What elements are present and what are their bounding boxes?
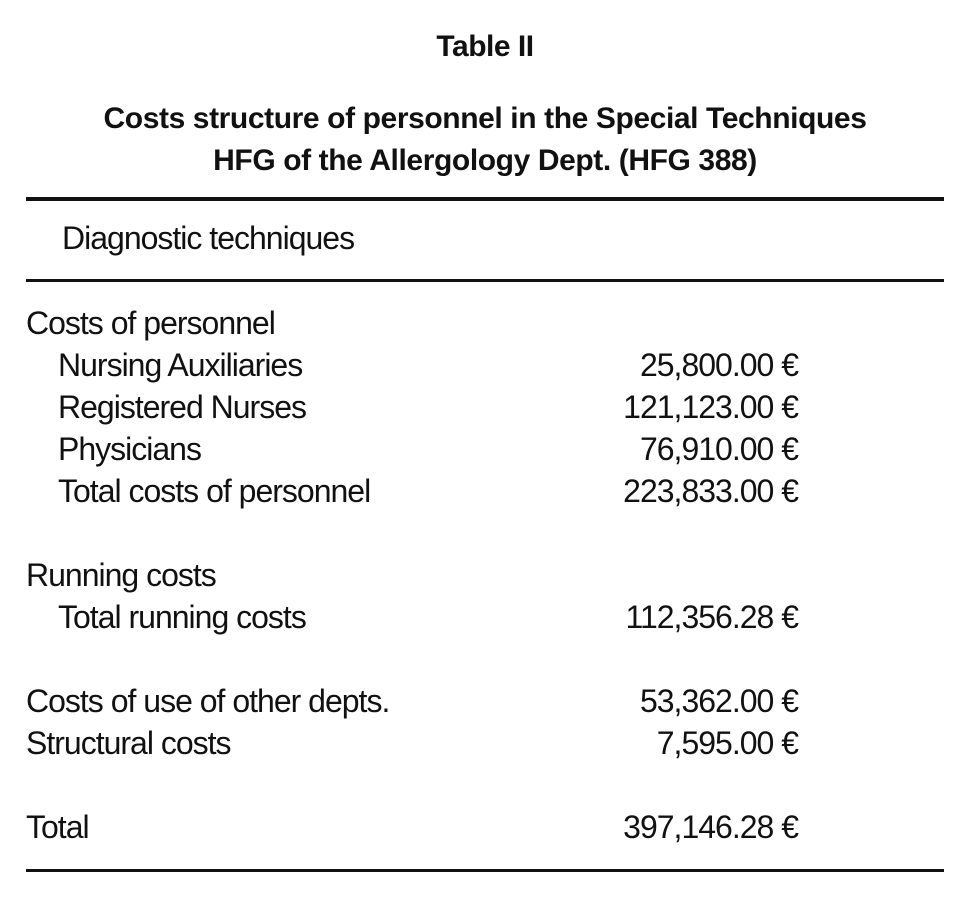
table-row xyxy=(26,680,806,722)
section-heading-personnel xyxy=(26,302,806,344)
row-label: Physicians xyxy=(58,431,201,467)
table-title-line-2: HFG of the Allergology Dept. (HFG 388) xyxy=(213,144,757,177)
section-heading-running xyxy=(26,554,806,596)
table-title-line-1: Costs structure of personnel in the Special Techniques xyxy=(103,102,867,135)
row-value: 53,362.00 € xyxy=(639,683,798,719)
row-label: Costs of use of other depts. xyxy=(26,683,390,719)
row-spacer xyxy=(26,764,806,806)
table-row xyxy=(26,428,806,470)
row-spacer xyxy=(26,512,806,554)
section-heading-label: Running costs xyxy=(26,557,216,593)
row-value: 76,910.00 € xyxy=(639,431,798,467)
table-body xyxy=(26,302,806,848)
column-header: Diagnostic techniques xyxy=(62,220,355,256)
row-value: 25,800.00 € xyxy=(639,347,798,383)
table-label: Table II xyxy=(436,30,534,63)
top-rule xyxy=(26,197,944,201)
bottom-rule xyxy=(26,869,944,872)
row-label: Structural costs xyxy=(26,725,231,761)
row-label: Nursing Auxiliaries xyxy=(58,347,303,383)
total-row xyxy=(26,806,806,848)
total-label: Total xyxy=(26,809,89,845)
row-label: Total costs of personnel xyxy=(58,473,371,509)
table-row xyxy=(26,344,806,386)
section-heading-label: Costs of personnel xyxy=(26,305,275,341)
total-value: 397,146.28 € xyxy=(623,809,798,845)
row-label: Registered Nurses xyxy=(58,389,306,425)
table-row xyxy=(26,722,806,764)
table-row xyxy=(26,470,806,512)
row-value: 7,595.00 € xyxy=(656,725,798,761)
row-value: 121,123.00 € xyxy=(623,389,798,425)
row-value: 112,356.28 € xyxy=(625,599,798,635)
table-row xyxy=(26,596,806,638)
row-spacer xyxy=(26,638,806,680)
header-rule xyxy=(26,279,944,282)
row-label: Total running costs xyxy=(58,599,306,635)
table-row xyxy=(26,386,806,428)
table-title xyxy=(0,98,963,182)
row-value: 223,833.00 € xyxy=(623,473,798,509)
